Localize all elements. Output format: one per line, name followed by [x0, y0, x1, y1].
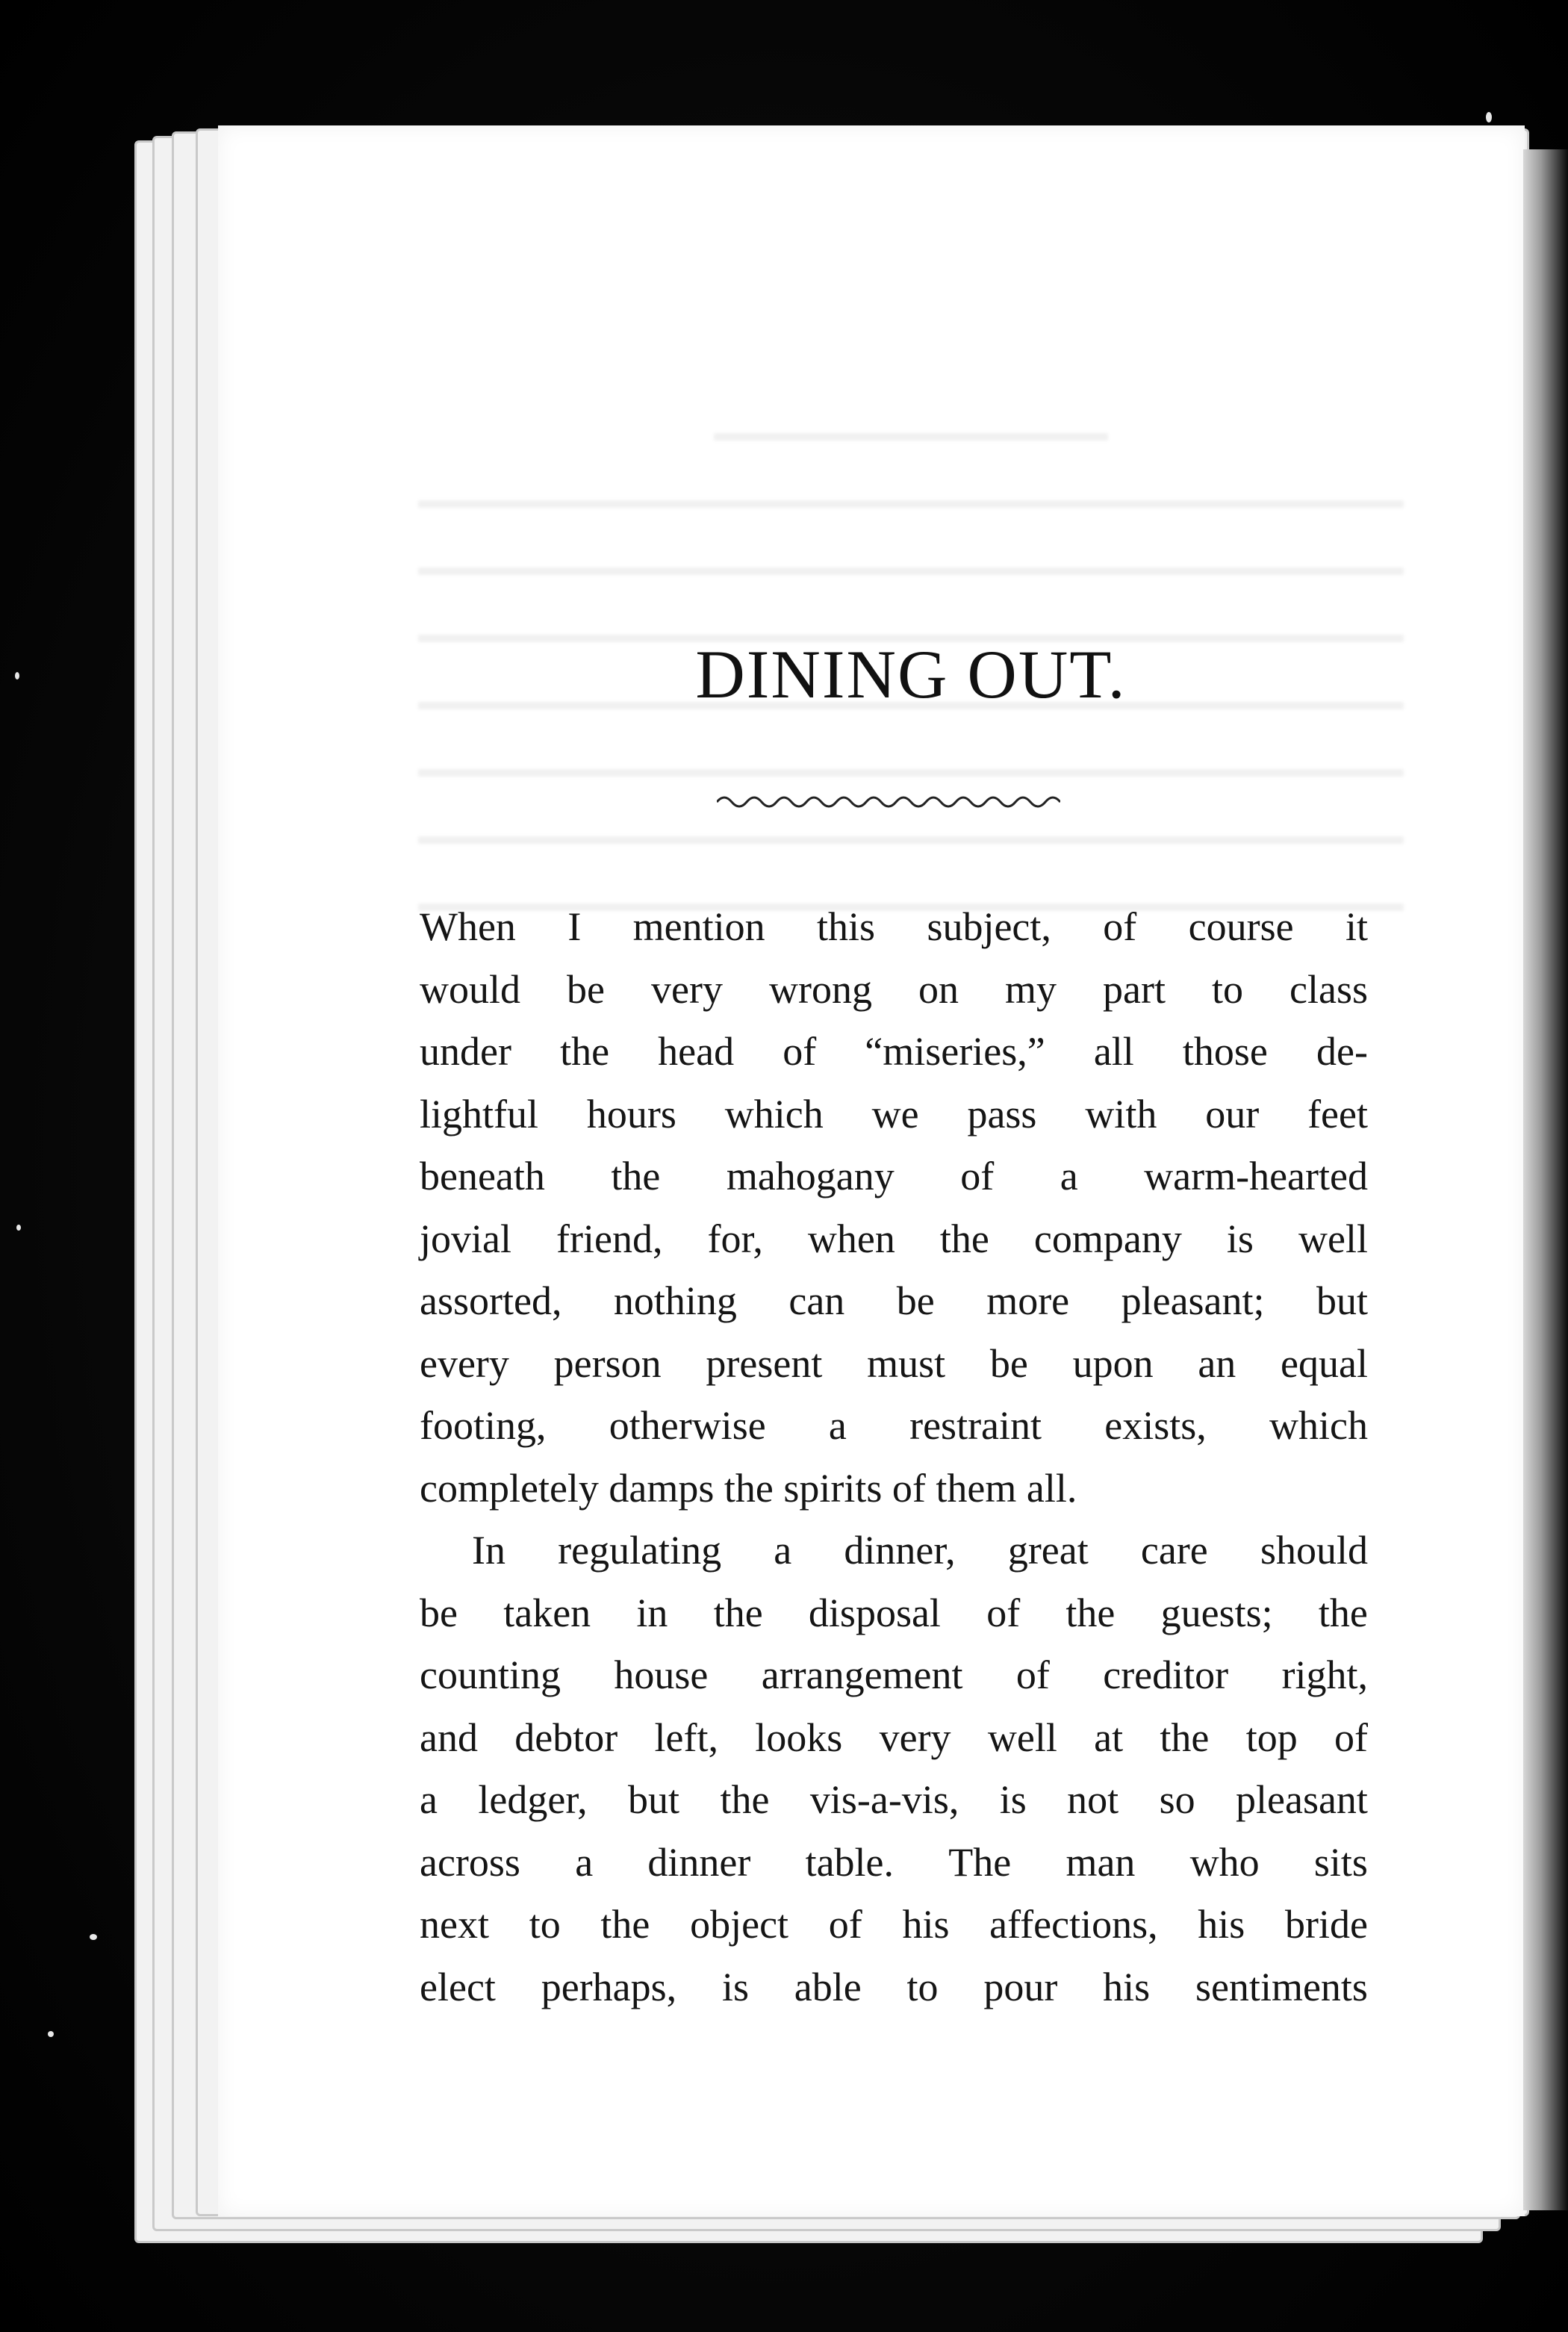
text-line-content [420, 1832, 1368, 1894]
word: a [828, 1403, 847, 1448]
word: his [1198, 1902, 1245, 1947]
word: regulating [558, 1528, 722, 1573]
show-through-line [418, 441, 1404, 508]
word: the [720, 1777, 770, 1822]
word: we [871, 1091, 919, 1137]
word: friend, [556, 1216, 663, 1261]
word: and [420, 1714, 478, 1760]
text-line-content [472, 1520, 1368, 1582]
word: of [1103, 904, 1137, 949]
word: is [1226, 1216, 1254, 1261]
word: the [600, 1902, 650, 1947]
word: pour [983, 1964, 1058, 2009]
word: the [1160, 1714, 1210, 1760]
text-line [420, 1520, 1368, 1582]
word: In [472, 1528, 505, 1573]
word: to [1211, 966, 1243, 1012]
word: be [896, 1278, 935, 1323]
word: to [906, 1964, 939, 2009]
word: care [1140, 1528, 1208, 1573]
text-line [420, 1769, 1368, 1832]
word: a [575, 1839, 594, 1885]
text-line-content [420, 896, 1368, 959]
text-line-words [420, 1208, 1368, 1271]
word: would [420, 966, 520, 1012]
word: a [774, 1528, 792, 1573]
word: next [420, 1902, 489, 1947]
word: at [1094, 1714, 1124, 1760]
word: otherwise [609, 1403, 766, 1448]
word: pleasant; [1121, 1278, 1265, 1323]
text-line [420, 896, 1368, 959]
word: nothing [613, 1278, 737, 1323]
text-line [420, 1270, 1368, 1333]
text-line-words [420, 1270, 1368, 1333]
word: of [783, 1029, 817, 1074]
text-line-content [420, 1644, 1368, 1707]
show-through-line [714, 373, 1108, 441]
word: very [879, 1714, 951, 1760]
word: on [918, 966, 959, 1012]
word: pass [967, 1091, 1037, 1137]
word: should [1260, 1528, 1368, 1573]
word: sits [1313, 1839, 1368, 1885]
word: those [1182, 1029, 1268, 1074]
word: a [420, 1777, 438, 1822]
word: warm-hearted [1144, 1154, 1368, 1198]
word: of [986, 1590, 1021, 1635]
word: sentiments [1195, 1964, 1368, 2009]
text-line-words [420, 1769, 1368, 1832]
word: can [788, 1278, 845, 1323]
word: bride [1285, 1902, 1368, 1947]
dust-speck [1486, 112, 1492, 122]
word: taken [503, 1590, 591, 1635]
word: the [1318, 1590, 1368, 1635]
word: of [1015, 1652, 1050, 1697]
word: restraint [909, 1403, 1042, 1448]
word: dinner, [844, 1528, 956, 1573]
text-line-content [420, 1707, 1368, 1770]
word: must [867, 1340, 946, 1386]
word: “miseries,” [865, 1029, 1045, 1074]
text-line-content [420, 1333, 1368, 1396]
word: left, [654, 1714, 718, 1760]
word: present [706, 1340, 823, 1386]
word: my [1004, 966, 1057, 1012]
word: hours [586, 1091, 676, 1137]
show-through-line [418, 709, 1404, 777]
word: which [1269, 1403, 1368, 1448]
book-binding [1523, 149, 1568, 2210]
paragraph-2 [420, 1520, 1368, 2018]
text-line-words [420, 1582, 1368, 1645]
word: is [999, 1777, 1027, 1822]
word: able [794, 1964, 862, 2009]
dust-speck [48, 2031, 54, 2037]
word: mahogany [726, 1154, 895, 1198]
word: wrong [768, 966, 872, 1012]
word: looks [755, 1714, 843, 1760]
word: exists, [1104, 1403, 1207, 1448]
text-line-content [420, 1208, 1368, 1271]
dust-speck [16, 1225, 21, 1231]
word: not [1067, 1777, 1119, 1822]
word: be [989, 1340, 1028, 1386]
word: the [611, 1154, 661, 1198]
word: de- [1316, 1029, 1368, 1074]
word: great [1007, 1528, 1089, 1573]
word: but [628, 1777, 680, 1822]
word: assorted, [420, 1278, 562, 1323]
word: the [560, 1029, 610, 1074]
text-line [420, 1894, 1368, 1956]
word: across [420, 1839, 520, 1885]
word: when [807, 1216, 895, 1261]
word: perhaps, [541, 1964, 677, 2009]
text-line-words [420, 1894, 1368, 1956]
text-line [420, 1707, 1368, 1770]
text-line-content: completely damps the spirits of them all. [420, 1465, 1077, 1511]
word: in [636, 1590, 668, 1635]
text-line-content [420, 1270, 1368, 1333]
word: of [960, 1154, 995, 1198]
text-line-words [420, 1083, 1368, 1146]
text-line-words [420, 1145, 1368, 1208]
word: When [420, 904, 516, 949]
word: subject, [927, 904, 1051, 949]
text-line [420, 1644, 1368, 1707]
word: affections, [989, 1902, 1158, 1947]
word: but [1316, 1278, 1368, 1323]
word: under [420, 1029, 511, 1074]
word: guests; [1160, 1590, 1273, 1635]
text-line-content [420, 1582, 1368, 1645]
word: I [567, 904, 582, 949]
text-line [420, 1582, 1368, 1645]
word: is [721, 1964, 749, 2009]
word: this [817, 904, 876, 949]
word: dinner [647, 1839, 751, 1885]
word: vis-a-vis, [809, 1777, 959, 1822]
word: with [1085, 1091, 1157, 1137]
text-line [420, 1145, 1368, 1208]
word: equal [1281, 1340, 1368, 1386]
word: his [902, 1902, 950, 1947]
word: debtor [514, 1714, 618, 1760]
word: man [1065, 1839, 1136, 1885]
word: mention [632, 904, 765, 949]
word: table. [805, 1839, 895, 1885]
text-line-words [420, 896, 1368, 959]
show-through-line [418, 508, 1404, 575]
word: it [1345, 904, 1368, 949]
text-line [420, 1021, 1368, 1083]
word: a [1060, 1154, 1078, 1198]
word: his [1103, 1964, 1151, 2009]
word: be [567, 966, 605, 1012]
word: part [1103, 966, 1166, 1012]
text-line-words [420, 1644, 1368, 1707]
text-line-content [420, 1145, 1368, 1208]
word: very [651, 966, 723, 1012]
word: course [1188, 904, 1294, 949]
body-text [420, 896, 1368, 2018]
text-line-words [420, 959, 1368, 1022]
text-line-content [420, 1769, 1368, 1832]
text-line-content [420, 959, 1368, 1022]
word: beneath [420, 1154, 545, 1198]
word: upon [1072, 1340, 1154, 1386]
word: The [948, 1839, 1012, 1885]
word: ledger, [478, 1777, 588, 1822]
word: top [1245, 1714, 1298, 1760]
word: head [658, 1029, 735, 1074]
text-line [420, 1208, 1368, 1271]
word: counting [420, 1652, 561, 1697]
word: person [553, 1340, 662, 1386]
text-line-words [472, 1520, 1368, 1582]
word: which [724, 1091, 824, 1137]
text-line-content [420, 1894, 1368, 1956]
word: to [529, 1902, 561, 1947]
word: the [1065, 1590, 1116, 1635]
text-line-content [420, 1083, 1368, 1146]
word: who [1189, 1839, 1260, 1885]
word: jovial [420, 1216, 511, 1261]
text-line-words [420, 1707, 1368, 1770]
word: disposal [808, 1590, 941, 1635]
word: pleasant [1236, 1777, 1368, 1822]
text-line [420, 1458, 1368, 1520]
text-line-content [420, 1395, 1368, 1458]
word: well [1298, 1216, 1368, 1261]
dust-speck [15, 672, 19, 680]
word: our [1205, 1091, 1260, 1137]
text-line-words [420, 1956, 1368, 2019]
word: creditor [1103, 1652, 1229, 1697]
paragraph-1 [420, 896, 1368, 1520]
text-line-words [420, 1333, 1368, 1396]
text-line [420, 1832, 1368, 1894]
word: house [614, 1652, 709, 1697]
text-line-words [420, 1021, 1368, 1083]
word: all [1093, 1029, 1134, 1074]
word: right, [1281, 1652, 1368, 1697]
text-line-words [420, 1832, 1368, 1894]
word: an [1198, 1340, 1236, 1386]
text-line-content [420, 1021, 1368, 1083]
word: well [987, 1714, 1057, 1760]
dust-speck [90, 1934, 97, 1940]
text-line [420, 1395, 1368, 1458]
text-line-content [420, 1956, 1368, 2019]
word: object [690, 1902, 789, 1947]
show-through-line [418, 575, 1404, 642]
text-line-words [420, 1395, 1368, 1458]
chapter-title: DINING OUT. [695, 636, 1127, 712]
text-line [420, 1956, 1368, 2019]
word: class [1289, 966, 1368, 1012]
word: more [986, 1278, 1070, 1323]
word: company [1033, 1216, 1182, 1261]
text-line [420, 1083, 1368, 1146]
word: for, [707, 1216, 763, 1261]
word: of [828, 1902, 862, 1947]
word: footing, [420, 1403, 547, 1448]
word: so [1159, 1777, 1195, 1822]
word: the [939, 1216, 989, 1261]
word: be [420, 1590, 458, 1635]
word: every [420, 1340, 509, 1386]
word: lightful [420, 1091, 538, 1137]
wavy-rule-ornament-icon [717, 790, 1060, 812]
word: feet [1307, 1091, 1368, 1137]
text-line [420, 959, 1368, 1022]
word: arrangement [761, 1652, 963, 1697]
word: elect [420, 1964, 496, 2009]
word: the [713, 1590, 763, 1635]
text-line [420, 1333, 1368, 1396]
word: of [1334, 1714, 1368, 1760]
